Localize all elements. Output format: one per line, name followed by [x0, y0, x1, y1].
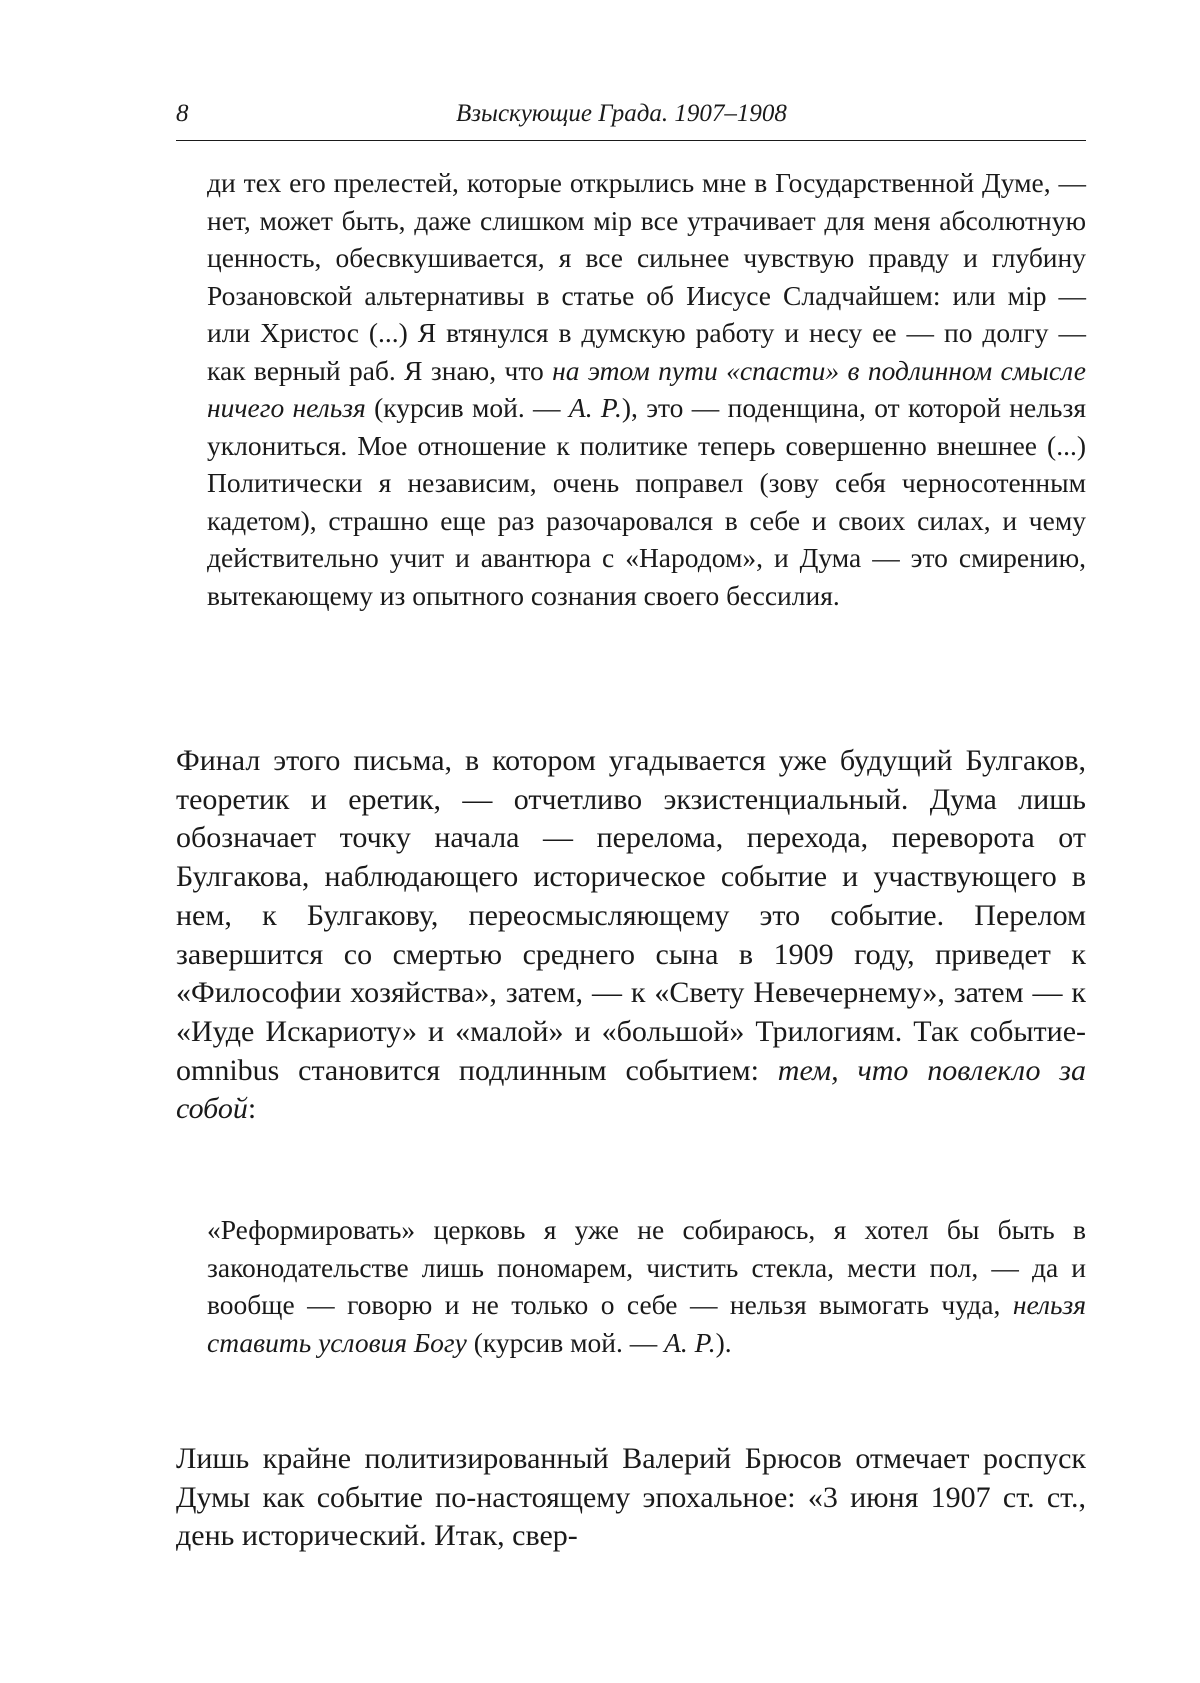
running-title: Взыскующие Града. 1907–1908 [456, 100, 787, 127]
paragraph-italic-text: тем, что повлекло за собой [176, 1053, 1086, 1126]
quote-block-1 [207, 164, 1086, 614]
author-initials: А. Р. [568, 392, 622, 423]
running-header [176, 98, 1086, 141]
quote-text: ), это — поденщина, от которой нельзя уклониться. Мое отношение к политике теперь совершенно внешнее (...) Политически я независим, очень поправел (зову себя черносотенным кадетом), страшно еще раз разочаровался в себе и своих силах, и чему действительно учит и авантюра с «Народом», и Дума — это смирению, вытекающему из опытного сознания своего бессилия. [207, 392, 1086, 611]
page-number: 8 [176, 100, 189, 127]
quote-text: «Реформировать» церковь я уже не собираюсь, я хотел бы быть в законодательстве лишь пономарем, чистить стекла, мести пол, — да и вообще — говорю и не только о себе — нельзя вымогать чуда, [207, 1214, 1086, 1320]
quote-text: ). [715, 1326, 732, 1358]
quote-italic-text: нельзя ставить условия Богу [207, 1289, 1086, 1358]
body-paragraph-2 [176, 1440, 1086, 1556]
paragraph-text: : [247, 1092, 257, 1126]
quote-text: (курсив мой. — [365, 392, 569, 423]
paragraph-text: Лишь крайне политизированный Валерий Брюсов отмечает роспуск Думы как событие по-настоящему эпохальное: «3 июня 1907 ст. ст., день исторический. Итак, свер- [176, 1442, 1086, 1553]
quote-italic-text: на этом пути «спасти» в подлинном смысле ничего нельзя [207, 354, 1086, 423]
quote-text: (курсив мой. — [466, 1326, 665, 1358]
quote-block-2 [207, 1211, 1086, 1361]
body-paragraph-1 [176, 742, 1086, 1129]
author-initials: А. Р. [664, 1326, 716, 1358]
paragraph-text: Финал этого письма, в котором угадывается уже будущий Булгаков, теоретик и еретик, — отчетливо экзистенциальный. Дума лишь обозначает точку начала — перелома, перехода, переворота от Булгакова, наблюдающего историческое событие и участвующего в нем, к Булгакову, переосмысляющему это событие. Перелом завершится со смертью среднего сына в 1909 году, приведет к «Философии хозяйства», затем, — к «Свету Невечернему», затем — к «Иуде Искариоту» и «малой» и «большой» Трилогиям. Так событие-omnibus становится подлинным событием: [176, 744, 1086, 1087]
quote-text: ди тех его прелестей, которые открылись мне в Государственной Думе, — нет, может быть, даже слишком мiр все утрачивает для меня абсолютную ценность, обесвкушивается, я все сильнее чувствую правду и глубину Розановской альтернативы в статье об Иисусе Сладчайшем: или мiр — или Христос (...) Я втянулся в думскую работу и несу ее — по долгу — как верный раб. Я знаю, что [207, 167, 1086, 386]
